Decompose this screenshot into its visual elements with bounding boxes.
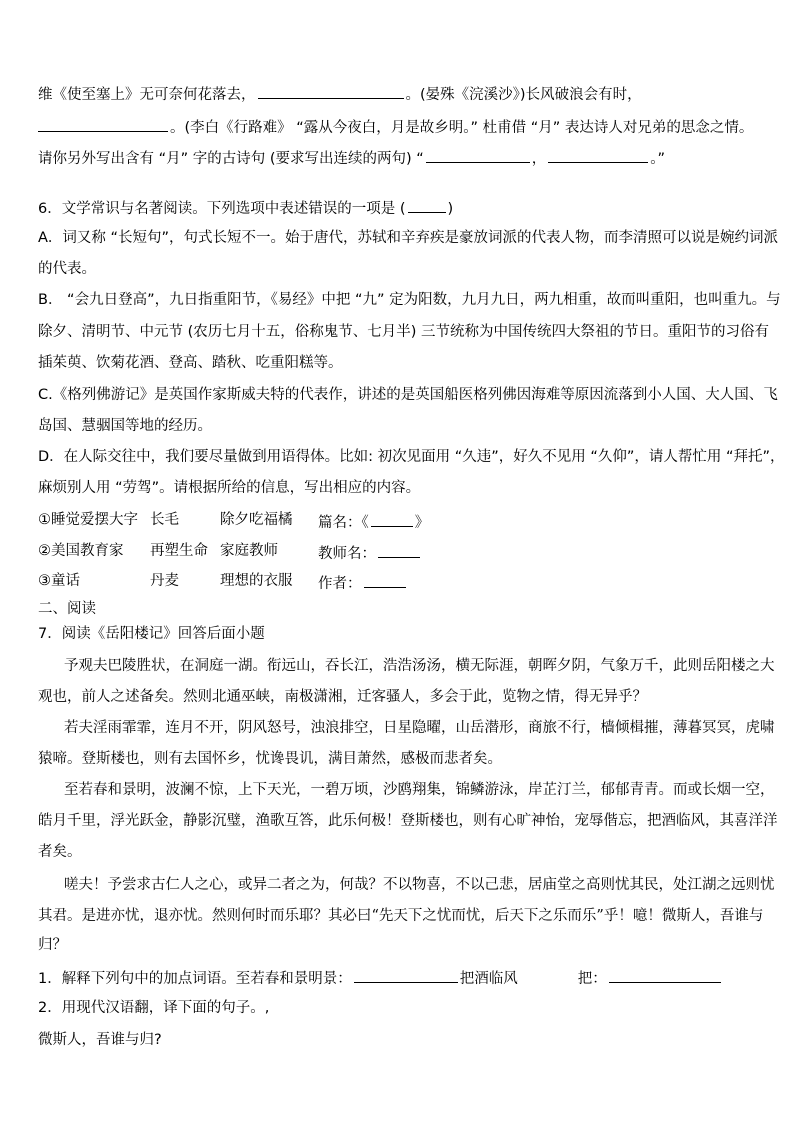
answer-blank[interactable]: [426, 146, 530, 163]
info-cell: 理想的衣服: [220, 573, 293, 589]
q5-text-3b: ，: [531, 151, 547, 167]
info-cell: 再塑生命: [150, 543, 208, 559]
q5-line-1: [38, 82, 642, 105]
info-answer-label: 作者：: [318, 576, 362, 592]
passage-line: 至若春和景明，波澜不惊，上下天光，一碧万顷，沙鸥翔集，锦鳞游泳，岸芷汀兰，郁郁青青。而或长烟一空，: [64, 782, 775, 798]
passage-line: 猿啼。登斯楼也，则有去国怀乡，忧谗畏讥，满目萧然，感极而悲者矣。: [38, 751, 502, 767]
q7-sub2-sentence: 微斯人，吾谁与归?: [38, 1032, 162, 1048]
passage-line: 其君。是进亦忧，退亦忧。然则何时而乐耶？其必曰“先天下之忧而忧，后天下之乐而乐”乎！噫！微斯人，吾谁与: [38, 908, 764, 924]
q7-sub2: 2．用现代汉语翻，译下面的句子。,: [38, 1000, 270, 1016]
info-cell: ③童话: [38, 573, 80, 589]
info-answer-close: 》: [414, 515, 430, 531]
info-answer-label: 篇名：《: [318, 515, 369, 531]
info-cell: 家庭教师: [220, 543, 278, 559]
q6-option-a: A．词又称 “长短句”，句式长短不一。始于唐代，苏轼和辛弃疾是豪放词派的代表人物，而李清照可以说是婉约词派: [38, 230, 779, 246]
passage-line: 者矣。: [38, 844, 82, 860]
answer-blank[interactable]: [609, 966, 721, 983]
answer-blank[interactable]: [378, 541, 420, 558]
q5-line-3: [38, 146, 665, 169]
info-cell: 丹麦: [150, 573, 179, 589]
q5-line-2: [38, 115, 753, 138]
q5-text-1b: 。(晏殊《浣溪沙》)长风破浪会有时，: [405, 87, 642, 103]
q5-text-2: 。(李白《行路难》 “露从今夜白，月是故乡明。” 杜甫借 “月” 表达诗人对兄弟的思念之情。: [170, 120, 754, 136]
q7-sub1-label: 把：: [577, 971, 607, 987]
answer-blank[interactable]: [38, 115, 168, 132]
q6-option-d: D．在人际交往中，我们要尽量做到用语得体。比如: 初次见面用 “久违”，好久不见用 “久仰”，请人帮忙用 “拜托”，: [38, 449, 785, 465]
q6-option-a-cont: 的代表。: [38, 261, 96, 277]
info-cell: 除夕吃福橘: [220, 512, 293, 528]
q6-option-d-cont: 麻烦别人用 “劳驾”。请根据所给的信息，写出相应的内容。: [38, 480, 421, 496]
section-heading: 二、阅读: [38, 601, 96, 617]
info-cell: ②美国教育家: [38, 543, 124, 559]
q7-title: 7．阅读《岳阳楼记》回答后面小题: [38, 626, 265, 642]
answer-blank[interactable]: [408, 196, 446, 213]
info-answer-cell: [318, 541, 422, 564]
q7-sub1: [38, 966, 723, 989]
passage-line: 嗟夫！予尝求古仁人之心，或异二者之为，何哉？不以物喜，不以己悲，居庙堂之高则忧其民，处江湖之远则忧: [64, 877, 775, 893]
passage-line: 若夫淫雨霏霏，连月不开，阴风怒号，浊浪排空，日星隐曜，山岳潜形，商旅不行，樯倾楫摧，薄暮冥冥，虎啸: [64, 720, 775, 736]
q6-option-b: B． “会九日登高”，九日指重阳节，《易经》中把 “九” 定为阳数，九月九日，两九相重，故而叫重阳，也叫重九。与: [38, 292, 781, 308]
q6-option-c: C.《格列佛游记》是英国作家斯威夫特的代表作，讲述的是英国船医格列佛因海难等原因流落到小人国、大人国、飞: [38, 387, 778, 403]
answer-blank[interactable]: [364, 571, 406, 588]
q6-option-b-cont2: 插茱萸、饮菊花酒、登高、踏秋、吃重阳糕等。: [38, 355, 343, 371]
q7-sub1-text: 1．解释下列句中的加点词语。至若春和景明景：: [38, 971, 352, 987]
q6-option-b-cont: 除夕、清明节、中元节 (农历七月十五，俗称鬼节、七月半) 三节统称为中国传统四大祭祖的节日。重阳节的习俗有: [38, 324, 770, 340]
q6-stem: [38, 196, 453, 219]
info-answer-label: 教师名：: [318, 546, 376, 562]
passage-line: 予观夫巴陵胜状，在洞庭一湖。衔远山，吞长江，浩浩汤汤，横无际涯，朝晖夕阴，气象万千，此则岳阳楼之大: [64, 658, 775, 674]
info-answer-cell: [318, 571, 408, 594]
info-answer-cell: [318, 510, 429, 533]
info-cell: 长毛: [150, 512, 179, 528]
q5-text-3a: 请你另外写出含有 “月” 字的古诗句 (要求写出连续的两句) “: [38, 151, 424, 167]
answer-blank[interactable]: [548, 146, 648, 163]
answer-blank[interactable]: [258, 82, 404, 99]
q6-stem-close: ): [447, 201, 454, 217]
q5-text-3c: 。”: [650, 151, 666, 167]
passage-line: 观也，前人之述备矣。然则北通巫峡，南极潇湘，迁客骚人，多会于此，览物之情，得无异乎？: [38, 689, 647, 705]
q5-text-1a: 维《使至塞上》无可奈何花落去，: [38, 87, 256, 103]
q6-option-c-cont: 岛国、慧骃国等地的经历。: [38, 418, 212, 434]
q6-stem-text: 6．文学常识与名著阅读。下列选项中表述错误的一项是 (: [38, 201, 406, 217]
info-cell: ①睡觉爱摆大字: [38, 512, 138, 528]
passage-line: 皓月千里，浮光跃金，静影沉璧，渔歌互答，此乐何极！登斯楼也，则有心旷神怡，宠辱偕忘，把酒临风，其喜洋洋: [38, 813, 778, 829]
q7-sub1-term: 把酒临风: [459, 971, 518, 987]
passage-line: 归？: [38, 937, 67, 953]
answer-blank[interactable]: [354, 966, 458, 983]
answer-blank[interactable]: [371, 510, 413, 527]
